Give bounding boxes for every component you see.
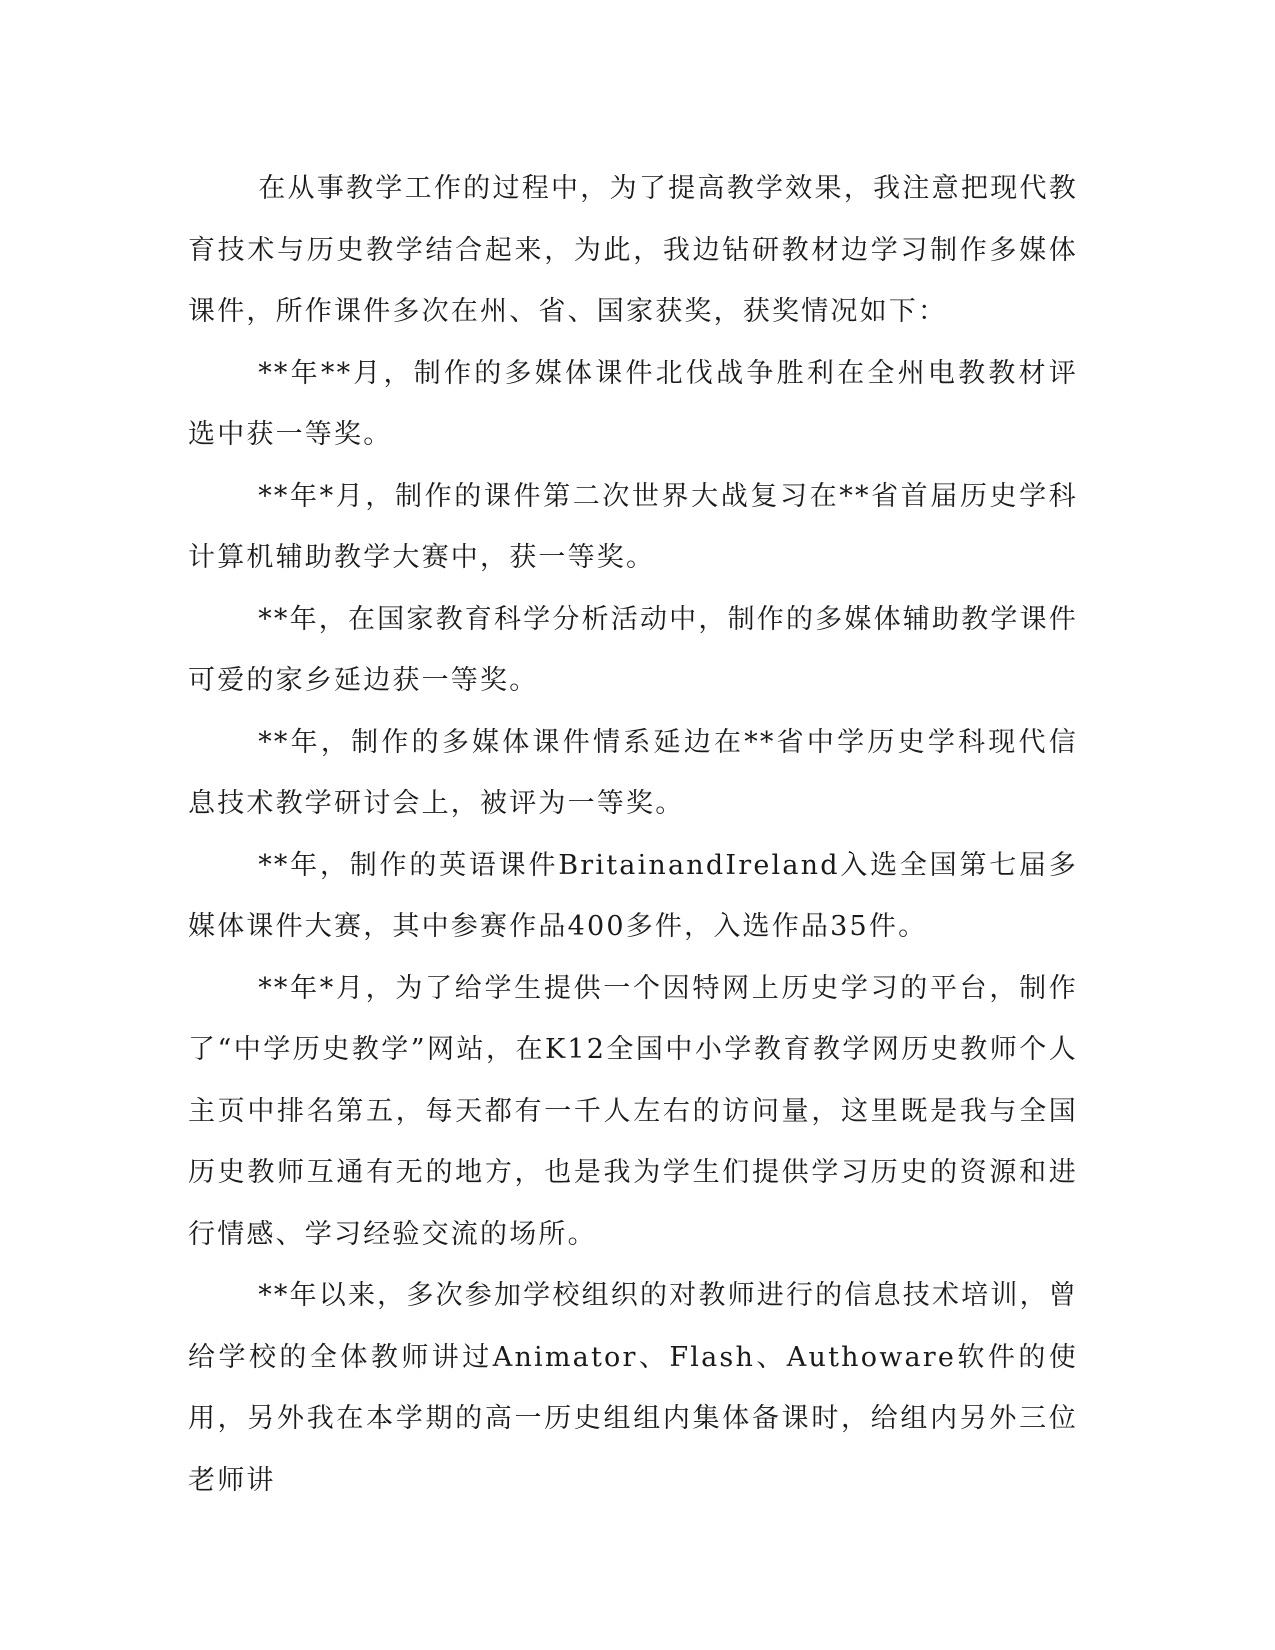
document-body <box>188 158 1078 1511</box>
paragraph-award-3: **年，在国家教育科学分析活动中，制作的多媒体辅助教学课件可爱的家乡延边获一等奖。 <box>188 603 1078 696</box>
paragraph-award-1: **年**月，制作的多媒体课件北伐战争胜利在全州电教教材评选中获一等奖。 <box>188 357 1078 450</box>
paragraph-award-2: **年*月，制作的课件第二次世界大战复习在**省首届历史学科计算机辅助教学大赛中，获一等奖。 <box>188 480 1078 573</box>
paragraph-award-4: **年，制作的多媒体课件情系延边在**省中学历史学科现代信息技术教学研讨会上，被评为一等奖。 <box>188 726 1078 819</box>
paragraph-award-5: **年，制作的英语课件BritainandIreland入选全国第七届多媒体课件大赛，其中参赛作品400多件，入选作品35件。 <box>188 849 1078 942</box>
paragraph-website: **年*月，为了给学生提供一个因特网上历史学习的平台，制作了“中学历史教学”网站，在K12全国中小学教育教学网历史教师个人主页中排名第五，每天都有一千人左右的访问量，这里既是我与全国历史教师互通有无的地方，也是我为学生们提供学习历史的资源和进行情感、学习经验交流的场所。 <box>188 972 1078 1250</box>
paragraph-training: **年以来，多次参加学校组织的对教师进行的信息技术培训，曾给学校的全体教师讲过Animator、Flash、Authoware软件的使用，另外我在本学期的高一历史组组内集体备课时，给组内另外三位老师讲 <box>188 1280 1078 1496</box>
paragraph-intro: 在从事教学工作的过程中，为了提高教学效果，我注意把现代教育技术与历史教学结合起来，为此，我边钻研教材边学习制作多媒体课件，所作课件多次在州、省、国家获奖，获奖情况如下： <box>188 173 1078 327</box>
